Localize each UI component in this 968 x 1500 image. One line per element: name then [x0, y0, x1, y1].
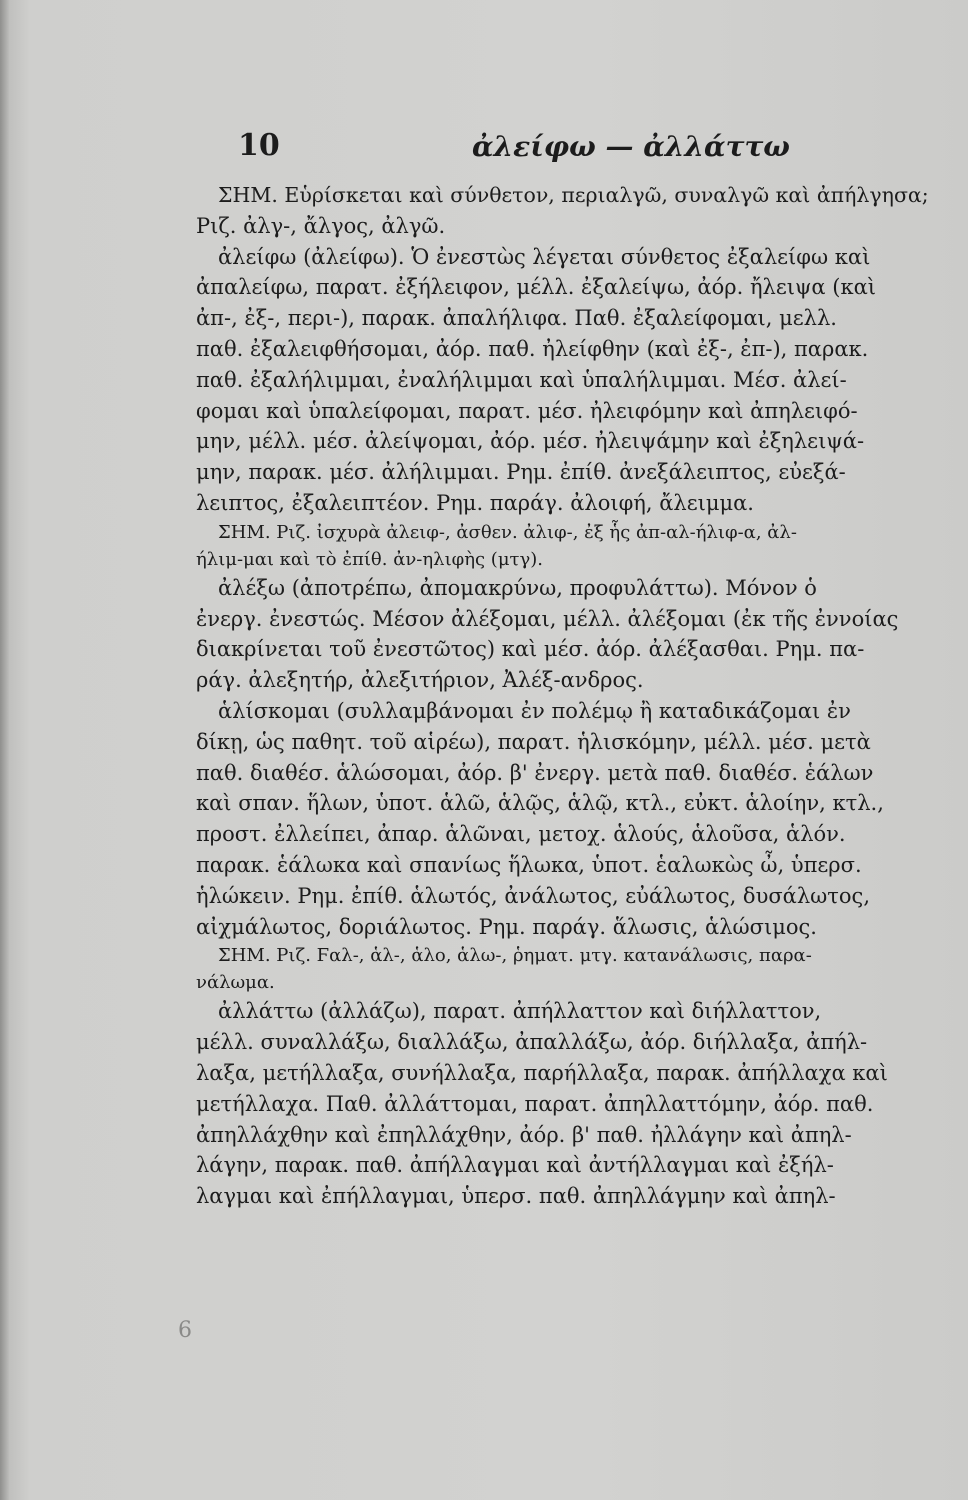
text-line: ἀπηλλάχθην καὶ ἐπηλλάχθην, ἀόρ. β' παθ. ἠλλάγην καὶ ἀπηλ- [196, 1122, 852, 1147]
text-line: διακρίνεται τοῦ ἐνεστῶτος) καὶ μέσ. ἀόρ. ἀλέξασθαι. Ρημ. πα- [196, 637, 865, 662]
text-line: Ριζ. ἀλγ-, ἄλγος, ἀλγῶ. [196, 213, 446, 238]
text-line: παθ. διαθέσ. ἁλώσομαι, ἀόρ. β' ἐνεργ. μετὰ παθ. διαθέσ. ἑάλων [196, 760, 874, 785]
text-line: ΣΗΜ. Ριζ. ἰσχυρὰ ἀλειφ-, ἀσθεν. ἀλιφ-, ἐξ ἧς ἀπ-αλ-ήλιφ-α, ἀλ- [218, 521, 797, 543]
text-line: ἀλλάττω (ἀλλάζω), παρατ. ἀπήλλαττον καὶ διήλλαττον, [218, 999, 822, 1024]
text-line: μην, μέλλ. μέσ. ἀλείψομαι, ἀόρ. μέσ. ἠλειψάμην καὶ ἐξηλειψά- [196, 429, 865, 454]
text-line: ἀπ-, ἐξ-, περι-), παρακ. ἀπαλήλιφα. Παθ. ἐξαλείφομαι, μελλ. [196, 306, 837, 331]
page-number: 10 [238, 128, 280, 163]
text-line: ἀλείφω (ἀλείφω). Ὁ ἐνεστὼς λέγεται σύνθετος ἐξαλείφω καὶ [218, 244, 871, 269]
text-line: μετήλλαχα. Παθ. ἀλλάττομαι, παρατ. ἀπηλλαττόμην, ἀόρ. παθ. [196, 1091, 874, 1116]
dictionary-text [196, 180, 931, 1212]
text-line: καὶ σπαν. ἥλων, ὑποτ. ἁλῶ, ἁλῷς, ἁλῷ, κτλ., εὐκτ. ἁλοίην, κτλ., [196, 791, 884, 816]
text-line: μέλλ. συναλλάξω, διαλλάξω, ἀπαλλάξω, ἀόρ. διήλλαξα, ἀπήλ- [196, 1030, 868, 1055]
text-line: ΣΗΜ. Ριζ. Ϝαλ-, ἁλ-, ἁλο, ἁλω-, ῥηματ. μτγ. κατανάλωσις, παρα- [218, 945, 812, 967]
text-line: λαξα, μετήλλαξα, συνήλλαξα, παρήλλαξα, παρακ. ἀπήλλαχα καὶ [196, 1060, 888, 1085]
text-line: νάλωμα. [196, 972, 275, 994]
text-line: προστ. ἐλλείπει, ἀπαρ. ἁλῶναι, μετοχ. ἁλούς, ἁλοῦσα, ἁλόν. [196, 822, 846, 847]
text-line: ἐνεργ. ἐνεστώς. Μέσον ἀλέξομαι, μέλλ. ἀλέξομαι (ἐκ τῆς ἐννοίας [196, 606, 899, 631]
text-line: ράγ. ἀλεξητήρ, ἀλεξιτήριον, Ἀλέξ-ανδρος. [196, 668, 644, 693]
text-line: λαγμαι καὶ ἐπήλλαγμαι, ὑπερσ. παθ. ἀπηλλάγμην καὶ ἀπηλ- [196, 1184, 836, 1209]
text-line: λειπτος, ἐξαλειπτέον. Ρημ. παράγ. ἀλοιφή, ἄλειμμα. [196, 490, 754, 515]
text-line: λάγην, παρακ. παθ. ἀπήλλαγμαι καὶ ἀντήλλαγμαι καὶ ἐξήλ- [196, 1153, 834, 1178]
text-line: παθ. ἐξαλειφθήσομαι, ἀόρ. παθ. ἠλείφθην (καὶ ἐξ-, ἐπ-), παρακ. [196, 336, 869, 361]
text-line: ἁλίσκομαι (συλλαμβάνομαι ἐν πολέμῳ ἢ καταδικάζομαι ἐν [218, 698, 851, 723]
text-line: αἰχμάλωτος, δοριάλωτος. Ρημ. παράγ. ἅλωσις, ἁλώσιμος. [196, 914, 817, 939]
text-line: ήλιμ-μαι καὶ τὸ ἐπίθ. ἀν-ηλιφὴς (μτγ). [196, 548, 543, 570]
text-line: δίκῃ, ὡς παθητ. τοῦ αἱρέω), παρατ. ἡλισκόμην, μέλλ. μέσ. μετὰ [196, 729, 871, 754]
page-header [238, 128, 788, 168]
text-line: μην, παρακ. μέσ. ἀλήλιμμαι. Ρημ. ἐπίθ. ἀνεξάλειπτος, εὐεξά- [196, 460, 846, 485]
text-line: ΣΗΜ. Εὑρίσκεται καὶ σύνθετον, περιαλγῶ, συναλγῶ καὶ ἀπήλγησα; [218, 183, 929, 207]
running-head: ἀλείφω — ἀλλάττω [472, 130, 790, 163]
text-line: παθ. ἐξαλήλιμμαι, ἐναλήλιμμαι καὶ ὑπαλήλιμμαι. Μέσ. ἀλεί- [196, 367, 847, 392]
page-edge-shadow [0, 0, 10, 1500]
text-line: ἀλέξω (ἀποτρέπω, ἀπομακρύνω, προφυλάττω). Μόνον ὁ [218, 575, 817, 600]
margin-mark: 6 [178, 1318, 192, 1343]
text-line: ἡλώκειν. Ρημ. ἐπίθ. ἁλωτός, ἀνάλωτος, εὐάλωτος, δυσάλωτος, [196, 883, 870, 908]
text-line: φομαι καὶ ὑπαλείφομαι, παρατ. μέσ. ἠλειφόμην καὶ ἀπηλειφό- [196, 398, 858, 423]
text-line: παρακ. ἑάλωκα καὶ σπανίως ἥλωκα, ὑποτ. ἑαλωκὼς ὦ, ὑπερσ. [196, 852, 862, 877]
text-line: ἀπαλείφω, παρατ. ἐξήλειφον, μέλλ. ἐξαλείψω, ἀόρ. ἤλειψα (καὶ [196, 275, 877, 300]
